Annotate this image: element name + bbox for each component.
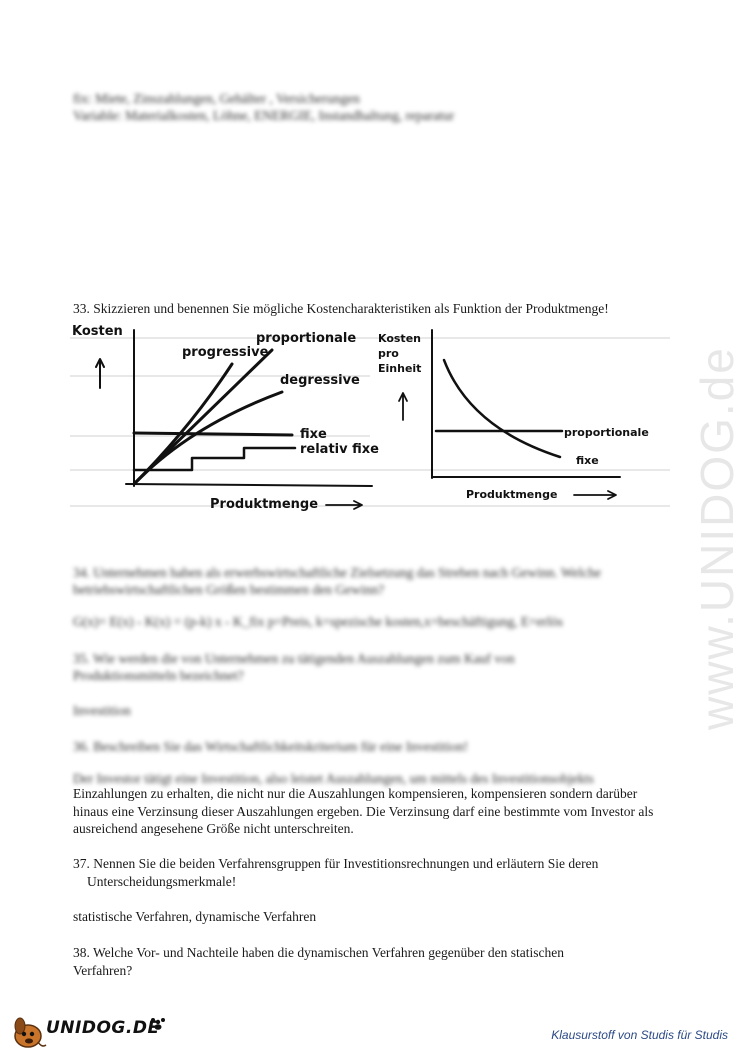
- left-x-axis: [126, 484, 372, 486]
- curve-right-fixe: [444, 360, 560, 457]
- left-y-arrow: [96, 359, 104, 388]
- right-ylabel-kosten: Kosten: [378, 332, 421, 345]
- blurred-answer-36-start: Der Investor tätigt eine Investition, also leistet Auszahlungen, um mittels des Investitionsobjekts: [73, 771, 594, 786]
- left-x-arrow: [326, 501, 362, 509]
- left-chart: [72, 324, 379, 512]
- footer-tagline: Klausurstoff von Studis für Studis: [551, 1028, 728, 1042]
- blurred-answer-35: Investition: [73, 703, 131, 718]
- label-relativ-fixe: relativ fixe: [300, 442, 379, 457]
- label-fixe: fixe: [300, 427, 327, 442]
- dog-mascot-icon: [15, 1018, 46, 1047]
- right-x-arrow: [574, 491, 616, 499]
- watermark: www.UNIDOG.de: [691, 346, 743, 730]
- question-38-line2: Verfahren?: [73, 962, 133, 978]
- question-37-line1: 37. Nennen Sie die beiden Verfahrensgruppen für Investitionsrechnungen und erläutern Sie deren: [73, 856, 599, 871]
- question-37-line2: Unterscheidungsmerkmale!: [87, 873, 237, 889]
- right-label-fixe: fixe: [576, 454, 599, 467]
- label-degressive: degressive: [280, 373, 360, 388]
- cost-characteristics-figure: [70, 318, 670, 518]
- right-chart: [378, 330, 649, 501]
- question-37: [73, 855, 673, 890]
- question-38-line1: 38. Welche Vor- und Nachteile haben die dynamischen Verfahren gegenüber den statischen: [73, 945, 564, 960]
- blurred-question-34-cont: betriebswirtschaftlichen Größen bestimmen den Gewinn?: [73, 582, 385, 597]
- blurred-question-35-cont: Produktionsmitteln bezeichnet?: [73, 668, 244, 683]
- blurred-profit-formula: G(x)= E(x) - K(x) = (p-k) x - K_fix p=Preis, k=spezische kosten,x=beschäftigung, E=erlös: [73, 614, 563, 629]
- right-label-proportionale: proportionale: [564, 426, 649, 439]
- answer-37: statistische Verfahren, dynamische Verfahren: [73, 909, 317, 924]
- question-33: 33. Skizzieren und benennen Sie mögliche Kostencharakteristiken als Funktion der Produktmenge!: [73, 301, 609, 316]
- curve-fixe: [134, 433, 292, 435]
- right-xlabel: Produktmenge: [466, 488, 558, 501]
- curve-progressive: [134, 364, 232, 484]
- blurred-question-34: 34. Unternehmen haben als erwerbswirtschaftliche Zielsetzung das Streben nach Gewinn. Welche: [73, 565, 601, 580]
- blurred-variable-costs-line: Variable: Materialkosten, Löhne, ENERGIE, Instandhaltung, reparatur: [73, 108, 455, 123]
- logo-text: UNIDOG.DE: [46, 1018, 160, 1038]
- blurred-question-35: 35. Wie werden die von Unternehmen zu tätigenden Auszahlungen zum Kauf von: [73, 651, 515, 666]
- blurred-question-36: 36. Beschreiben Sie das Wirtschaftlichkeitskriterium für eine Investition!: [73, 739, 469, 754]
- label-proportionale: proportionale: [256, 331, 357, 346]
- right-y-arrow: [399, 393, 407, 420]
- blurred-fixed-costs-line: fix: Miete, Zinszahlungen, Gehälter , Versicherungen: [73, 91, 360, 106]
- right-ylabel-pro: pro: [378, 347, 399, 360]
- left-xlabel: Produktmenge: [210, 497, 319, 512]
- label-progressive: progressive: [182, 345, 269, 360]
- right-ylabel-einheit: Einheit: [378, 362, 422, 375]
- answer-36: Einzahlungen zu erhalten, die nicht nur die Auszahlungen kompensieren, kompensieren sondern darüber hinaus eine Verzinsung dieser Auszahlungen ergeben. Die Verzinsung darf eine bestimmte vom Investor als ausreichend angesehene Größe nicht unterschreiten.: [73, 786, 654, 836]
- left-ylabel: Kosten: [72, 324, 123, 339]
- question-38: [73, 944, 673, 979]
